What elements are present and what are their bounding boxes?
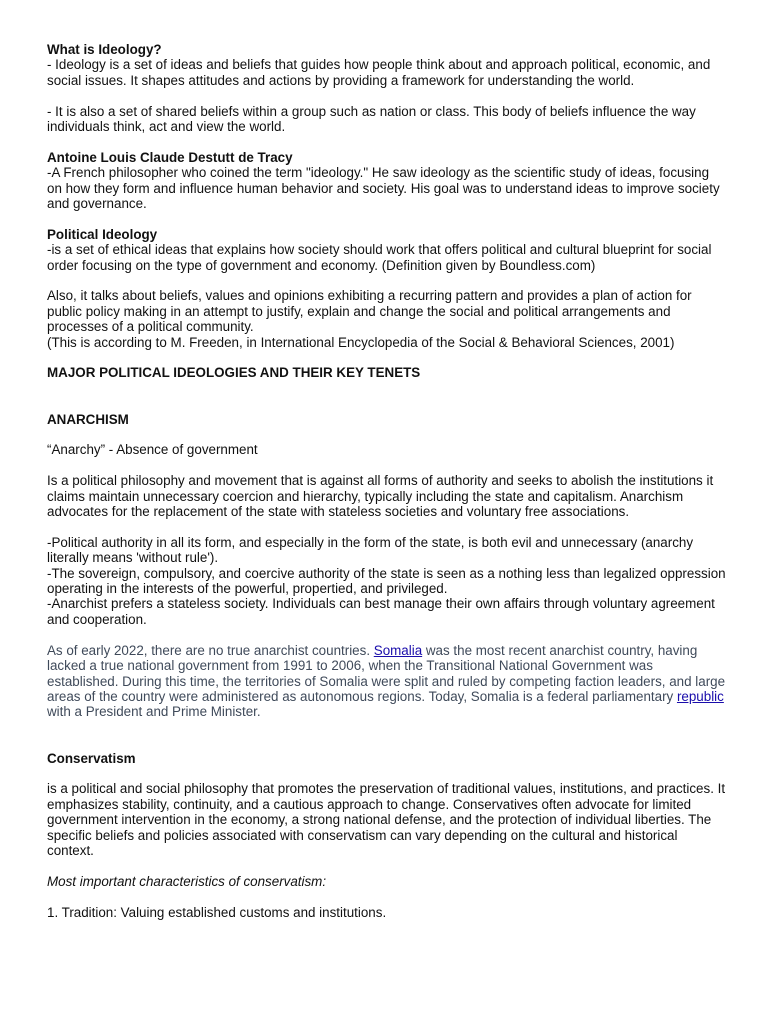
anarchism-heading: ANARCHISM	[47, 411, 129, 427]
conservatism-heading: Conservatism	[47, 750, 136, 766]
anarchism-tenet-1: -Political authority in all its form, and especially in the form of the state, is both evil and unnecessary (anarchy literally means 'without rule').	[47, 534, 694, 566]
conservatism-characteristic-1: 1. Tradition: Valuing established customs and institutions.	[47, 904, 387, 920]
what-is-ideology-paragraph-2: - It is also a set of shared beliefs within a group such as nation or class. This body of beliefs influence the way individuals think, act and view the world.	[47, 103, 696, 135]
example-text-3: with a President and Prime Minister.	[47, 704, 261, 720]
major-ideologies-heading: MAJOR POLITICAL IDEOLOGIES AND THEIR KEY TENETS	[47, 365, 421, 381]
republic-link[interactable]: republic	[676, 688, 724, 704]
political-ideology-heading: Political Ideology	[47, 226, 158, 242]
what-is-ideology-paragraph-1: - Ideology is a set of ideas and beliefs that guides how people think about and approach political, economic, and social issues. It shapes attitudes and actions by providing a framework for understanding the world.	[47, 57, 711, 88]
political-ideology-paragraph-1: -is a set of ethical ideas that explains how society should work that offers political and cultural blueprint for social order focusing on the type of government and economy. (Definition given by Boundless.com)	[47, 242, 712, 273]
tracy-heading: Antoine Louis Claude Destutt de Tracy	[47, 149, 293, 165]
political-ideology-paragraph-2: Also, it talks about beliefs, values and opinions exhibiting a recurring pattern and provides a plan of action for public policy making in an attempt to justify, explain and change the social and political arrangements and processes of a political community.	[47, 288, 692, 335]
anarchism-tenet-2: -The sovereign, compulsory, and coercive authority of the state is seen as a nothing less than legalized oppression operating in the interests of the powerful, propertied, and privileged.	[47, 565, 726, 597]
anarchism-paragraph: Is a political philosophy and movement that is against all forms of authority and seeks to abolish the institutions it claims maintain unnecessary coercion and hierarchy, typically including the state and capitalism. Anarchism advocates for the replacement of the state with stateless societies and voluntary free associations.	[47, 473, 714, 520]
example-text-2: was the most recent anarchist country, having lacked a true national government from 1991 to 2006, when the Transitional National Government was established. During this time, the territories of Somalia were split and ruled by competing faction leaders, and large areas of the country were administered as autonomous regions. Today, Somalia is a federal parliamentary	[47, 642, 726, 704]
tracy-paragraph: -A French philosopher who coined the term "ideology." He saw ideology as the scientific study of ideas, focusing on how they form and influence human behavior and society. His goal was to understand ideas to improve society and governance.	[47, 165, 720, 212]
example-text-1: As of early 2022, there are no true anarchist countries.	[47, 642, 374, 658]
political-ideology-citation: (This is according to M. Freeden, in International Encyclopedia of the Social & Behavioral Sciences, 2001)	[47, 334, 675, 350]
anarchism-example-paragraph	[47, 643, 727, 720]
somalia-link[interactable]: Somalia	[373, 642, 423, 658]
anarchism-definition: “Anarchy” - Absence of government	[47, 442, 258, 458]
document-page	[47, 42, 727, 920]
conservatism-characteristics-heading: Most important characteristics of conservatism:	[47, 873, 327, 889]
conservatism-paragraph: is a political and social philosophy that promotes the preservation of traditional values, institutions, and practices. It emphasizes stability, continuity, and a cautious approach to change. Conservatives often advocate for limited government intervention in the economy, a strong national defense, and the protection of individual liberties. The specific beliefs and policies associated with conservatism can vary depending on the cultural and historical context.	[47, 781, 726, 858]
what-is-ideology-heading: What is Ideology?	[47, 42, 162, 57]
anarchism-tenet-3: -Anarchist prefers a stateless society. Individuals can best manage their own affairs through voluntary agreement and cooperation.	[47, 596, 715, 627]
